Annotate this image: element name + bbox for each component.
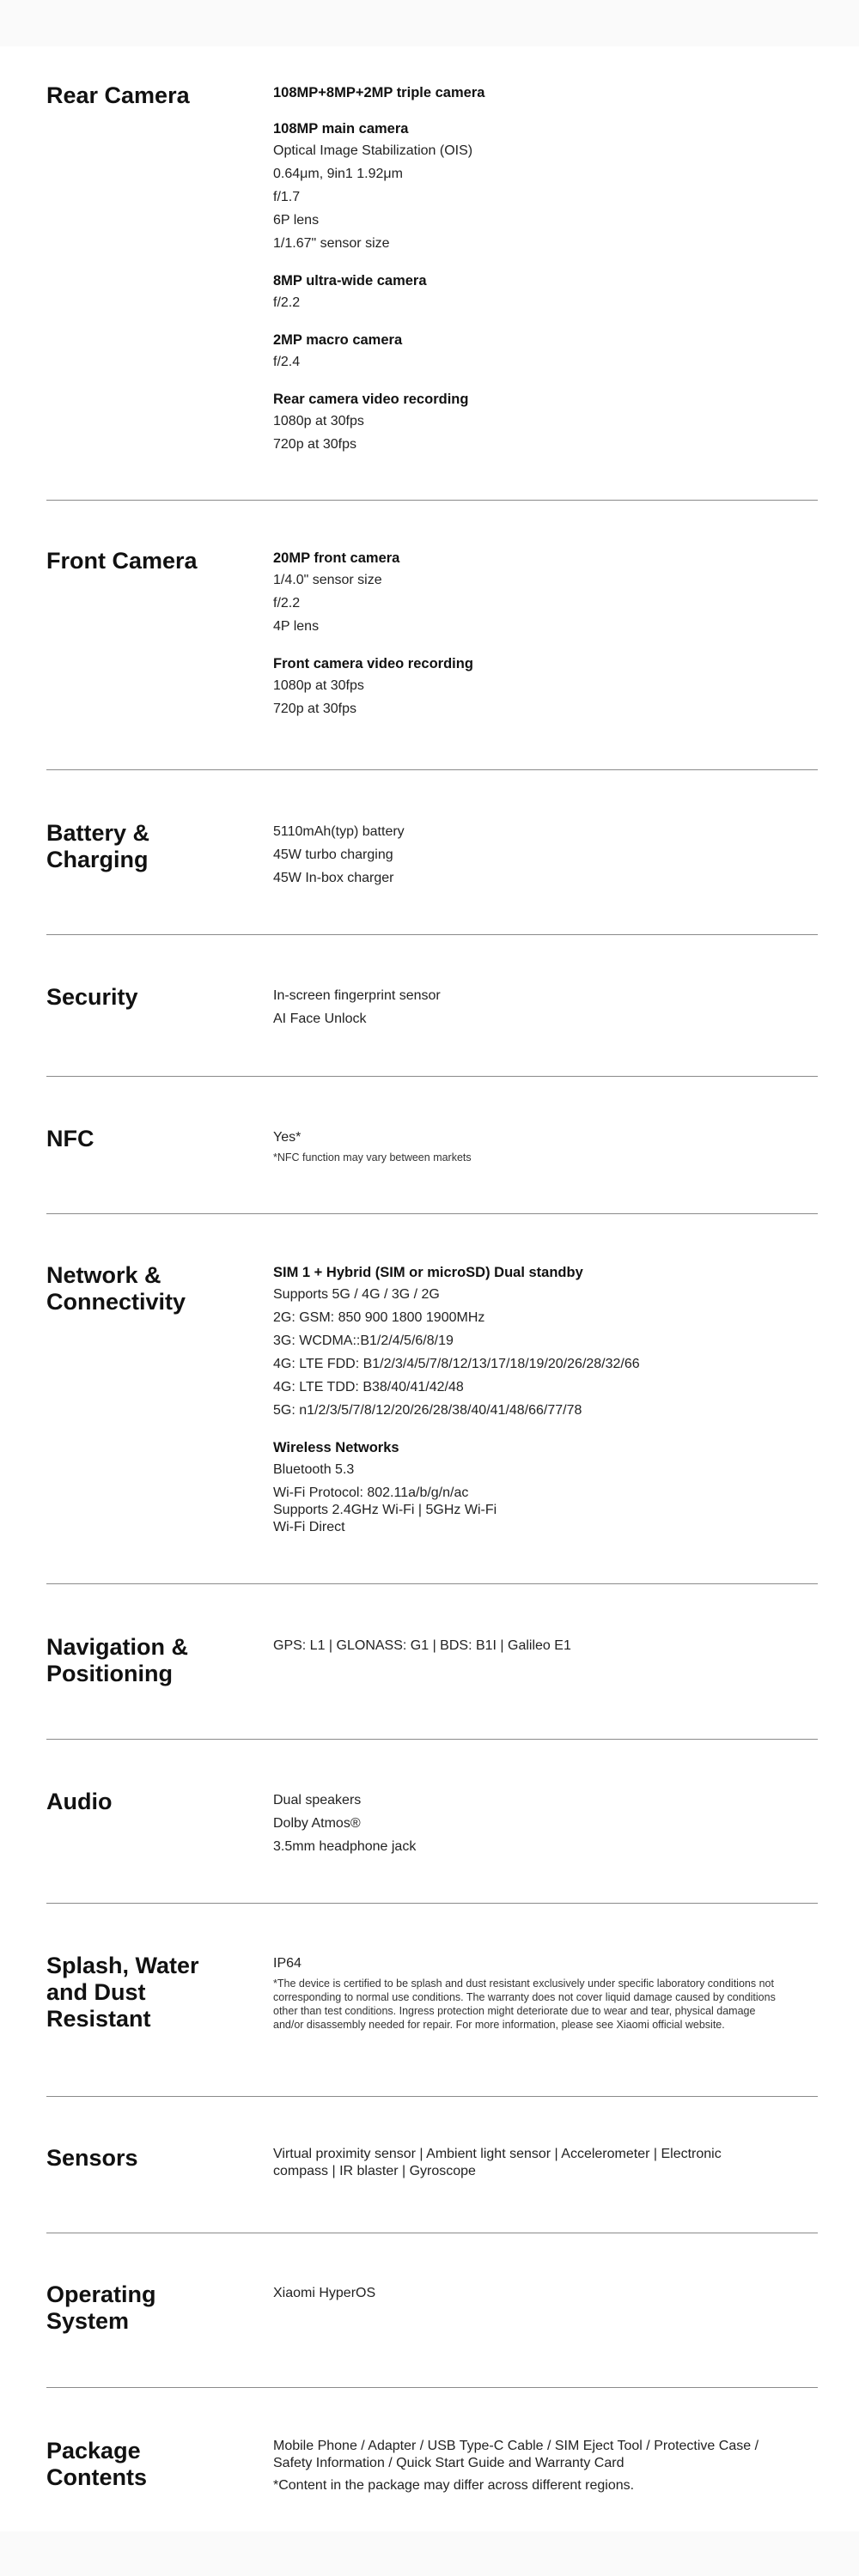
section-body — [273, 820, 789, 890]
spec-line: Yes* — [273, 1130, 302, 1145]
section-title: Operating System — [46, 2281, 156, 2334]
spec-line: f/2.2 — [273, 596, 301, 611]
spec-line: 4P lens — [273, 619, 320, 634]
section-body — [273, 2438, 780, 2497]
section-front-camera — [46, 501, 818, 770]
spec-line: 2G: GSM: 850 900 1800 1900MHz — [273, 1310, 485, 1325]
spec-line: 45W In-box charger — [273, 871, 394, 885]
spec-line: AI Face Unlock — [273, 1012, 367, 1026]
section-battery — [46, 770, 818, 935]
spec-line: 3G: WCDMA::B1/2/4/5/6/8/19 — [273, 1334, 454, 1348]
section-audio — [46, 1740, 818, 1904]
spec-line: 4G: LTE TDD: B38/40/41/42/48 — [273, 1380, 464, 1394]
spec-line: 6P lens — [273, 213, 320, 228]
section-nfc — [46, 1077, 818, 1214]
section-body — [273, 1126, 789, 1164]
spec-line: f/2.4 — [273, 355, 301, 369]
section-body — [273, 984, 789, 1030]
spec-line: 3.5mm headphone jack — [273, 1839, 417, 1854]
spec-line: 4G: LTE FDD: B1/2/3/4/5/7/8/12/13/17/18/19/20/26/28/32/66 — [273, 1357, 640, 1371]
spec-note: *Content in the package may differ across different regions. — [273, 2478, 635, 2493]
spec-line: 1/1.67" sensor size — [273, 236, 390, 251]
section-network — [46, 1214, 818, 1584]
section-body — [273, 2281, 789, 2305]
spec-line: Optical Image Stabilization (OIS) — [273, 143, 473, 158]
section-sensors — [46, 2097, 818, 2233]
section-title: Front Camera — [46, 548, 198, 574]
section-title: Splash, Water and Dust Resistant — [46, 1953, 199, 2032]
spec-card — [0, 46, 859, 2531]
section-title: Security — [46, 984, 138, 1010]
section-body — [273, 1789, 789, 1858]
section-title: Audio — [46, 1789, 113, 1814]
spec-note: *The device is certified to be splash and dust resistant exclusively under specific laboratory conditions not corresponding to normal use conditions. The warranty does not cover liquid damage caused by conditions other than test conditions. Ingress protection might deteriorate due to wear and tear, physical damage and/or disassembly needed for repair. For more information, please see Xiaomi official website. — [273, 1978, 776, 2031]
spec-heading: 2MP macro camera — [273, 332, 403, 348]
spec-line: f/2.2 — [273, 295, 301, 310]
section-title: Rear Camera — [46, 82, 190, 108]
section-title: Battery & Charging — [46, 820, 150, 872]
spec-note: *NFC function may vary between markets — [273, 1151, 472, 1163]
spec-heading: 20MP front camera — [273, 550, 400, 566]
section-rear-camera — [46, 46, 818, 501]
spec-line: In-screen fingerprint sensor — [273, 988, 441, 1003]
spec-heading: Rear camera video recording — [273, 392, 469, 407]
section-body — [273, 1952, 789, 2032]
spec-line: 1080p at 30fps — [273, 678, 364, 693]
section-title: Sensors — [46, 2145, 138, 2171]
spec-heading: 8MP ultra-wide camera — [273, 273, 427, 289]
spec-heading: 108MP main camera — [273, 121, 409, 137]
section-body — [273, 1634, 789, 1657]
section-navigation — [46, 1584, 818, 1740]
section-title: Package Contents — [46, 2438, 147, 2490]
spec-line: Mobile Phone / Adapter / USB Type-C Cable / SIM Eject Tool / Protective Case / Safety Information / Quick Start Guide and Warranty Card — [273, 2439, 759, 2470]
section-os — [46, 2233, 818, 2388]
spec-line: 1080p at 30fps — [273, 414, 364, 428]
spec-line: Virtual proximity sensor | Ambient light sensor | Accelerometer | Electronic compass | IR blaster | Gyroscope — [273, 2147, 722, 2178]
spec-line: Dolby Atmos® — [273, 1816, 361, 1831]
section-title: NFC — [46, 1126, 94, 1151]
spec-line: 1/4.0" sensor size — [273, 573, 382, 587]
spec-line: Wi-Fi Protocol: 802.11a/b/g/n/ac — [273, 1485, 469, 1500]
spec-line: GPS: L1 | GLONASS: G1 | BDS: B1I | Galileo E1 — [273, 1638, 571, 1653]
spec-heading: SIM 1 + Hybrid (SIM or microSD) Dual standby — [273, 1265, 583, 1280]
spec-line: IP64 — [273, 1956, 302, 1971]
spec-line: f/1.7 — [273, 190, 301, 204]
spec-line: Supports 2.4GHz Wi-Fi | 5GHz Wi-Fi — [273, 1503, 497, 1517]
spec-line: 720p at 30fps — [273, 702, 356, 716]
section-title: Navigation & Positioning — [46, 1634, 189, 1686]
spec-heading: Wireless Networks — [273, 1440, 399, 1455]
spec-line: 720p at 30fps — [273, 437, 356, 452]
spec-line: 0.64μm, 9in1 1.92μm — [273, 167, 403, 181]
section-security — [46, 935, 818, 1077]
spec-line: 45W turbo charging — [273, 848, 393, 862]
spec-line: 5110mAh(typ) battery — [273, 824, 405, 839]
section-package — [46, 2388, 818, 2531]
section-title: Network & Connectivity — [46, 1262, 186, 1315]
spec-line: Wi-Fi Direct — [273, 1520, 345, 1534]
spec-line: Dual speakers — [273, 1793, 362, 1807]
spec-line: 5G: n1/2/3/5/7/8/12/20/26/28/38/40/41/48/66/77/78 — [273, 1403, 582, 1418]
spec-line: Bluetooth 5.3 — [273, 1462, 355, 1477]
section-body — [273, 1262, 789, 1536]
spec-line: Supports 5G / 4G / 3G / 2G — [273, 1287, 440, 1302]
spec-heading: Front camera video recording — [273, 656, 473, 671]
section-splash — [46, 1904, 818, 2097]
section-body — [273, 548, 789, 720]
spec-line: Xiaomi HyperOS — [273, 2286, 376, 2300]
spec-heading: 108MP+8MP+2MP triple camera — [273, 85, 485, 100]
section-body — [273, 2146, 780, 2180]
section-body — [273, 82, 789, 456]
